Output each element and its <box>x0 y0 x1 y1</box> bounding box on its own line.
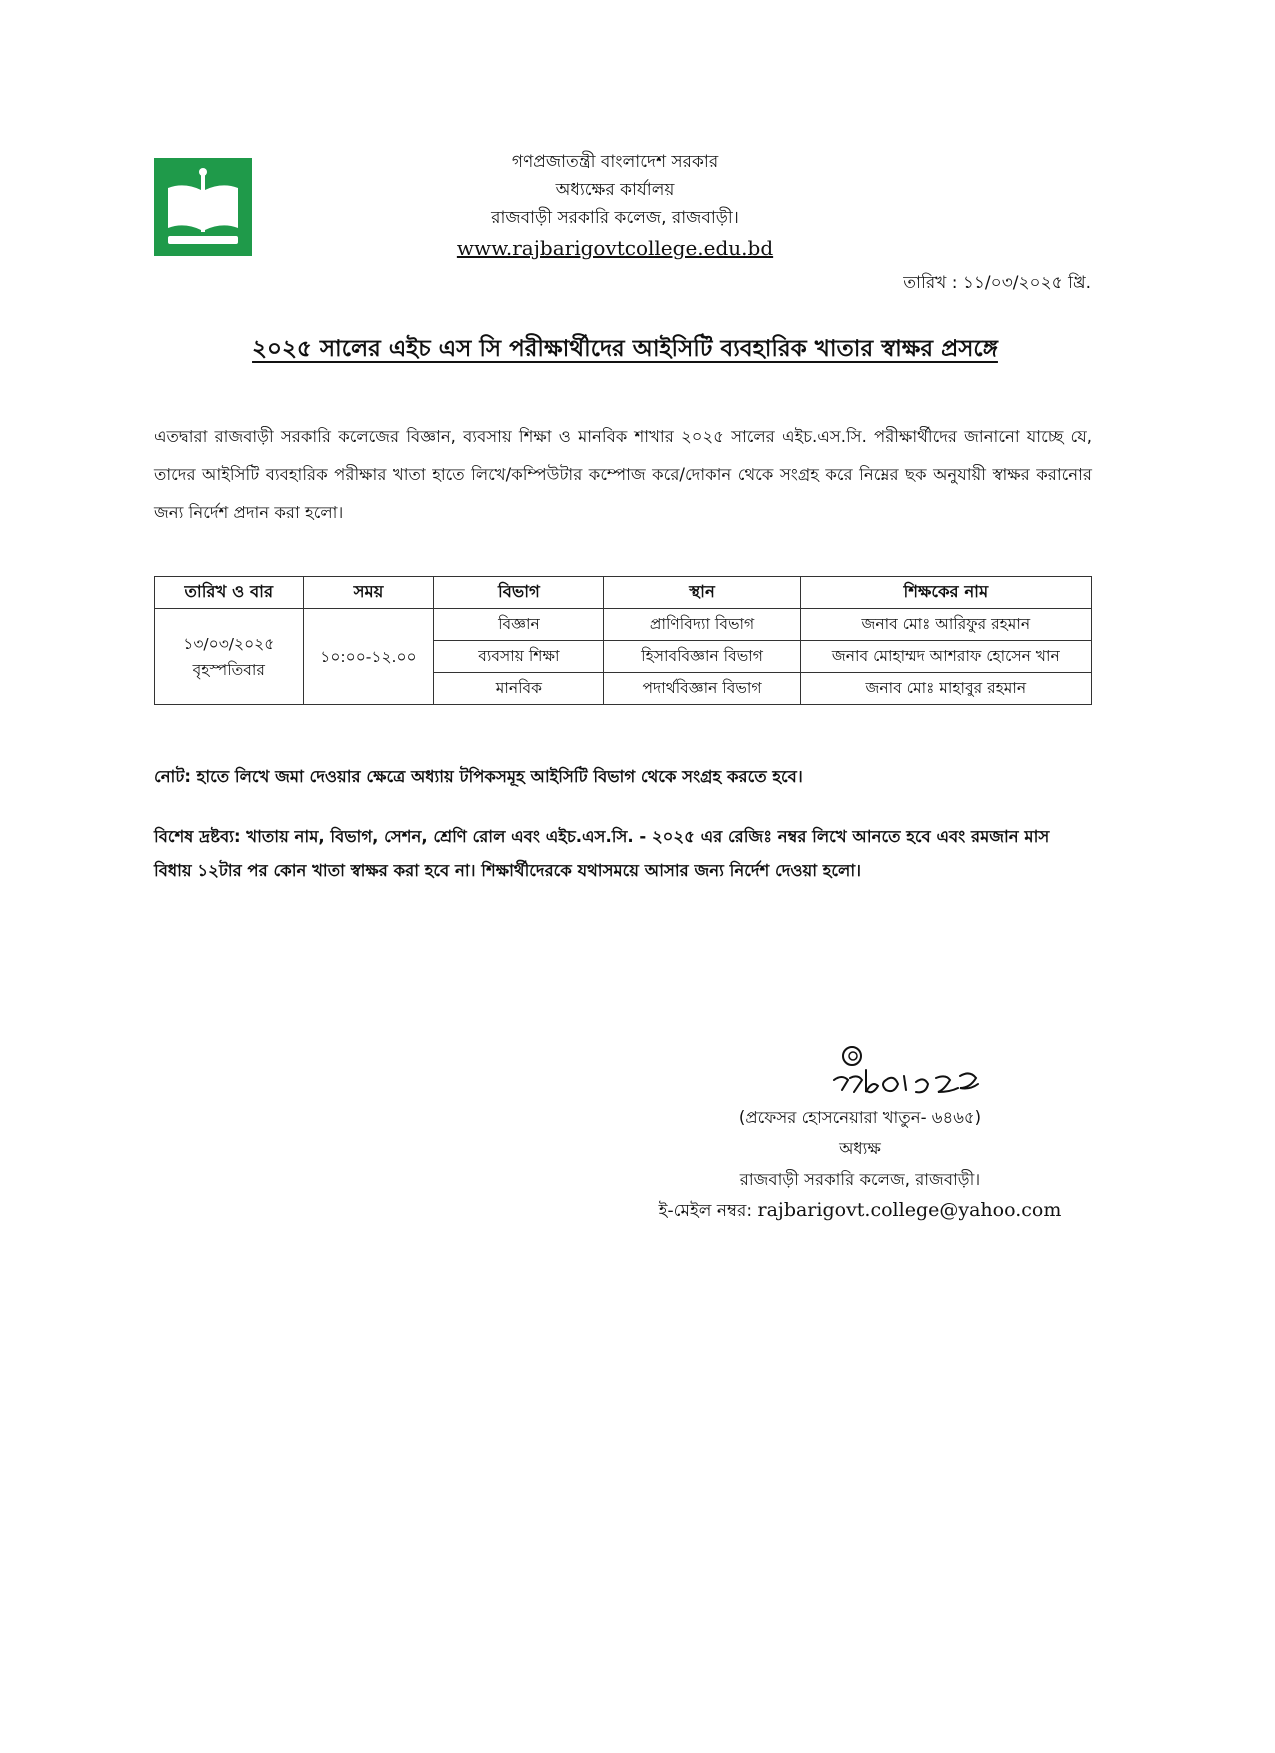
time-cell: ১০:০০-১২.০০ <box>303 609 434 705</box>
office-name: অধ্যক্ষের কার্যালয় <box>555 180 675 200</box>
issue-date: তারিখ : ১১/০৩/২০২৫ খ্রি. <box>903 273 1091 293</box>
email-line <box>640 1195 1080 1227</box>
table-header-row <box>155 577 1092 609</box>
header-department: বিভাগ <box>434 577 604 609</box>
college-logo <box>154 158 252 256</box>
note-text: নোট: হাতে লিখে জমা দেওয়ার ক্ষেত্রে অধ্যায় টপিকসমূহ আইসিটি বিভাগ থেকে সংগ্রহ করতে হবে। <box>154 767 803 786</box>
signatory-block <box>640 1102 1080 1227</box>
place-cell: হিসাববিজ্ঞান বিভাগ <box>604 641 800 673</box>
date-day-cell <box>155 609 304 705</box>
signatory-name: (প্রফেসর হোসনেয়ারা খাতুন- ৬৪৬৫) <box>738 1108 982 1127</box>
schedule-table <box>154 576 1092 705</box>
header-teacher: শিক্ষকের নাম <box>800 577 1091 609</box>
government-name: গণপ্রজাতন্ত্রী বাংলাদেশ সরকার <box>511 152 719 172</box>
teacher-cell: জনাব মোহাম্মদ আশরাফ হোসেন খান <box>800 641 1091 673</box>
letterhead <box>380 148 850 262</box>
notice-title: ২০২৫ সালের এইচ এস সি পরীক্ষার্থীদের আইসিটি ব্যবহারিক খাতার স্বাক্ষর প্রসঙ্গে <box>252 336 998 362</box>
place-cell: পদার্থবিজ্ঞান বিভাগ <box>604 673 800 705</box>
college-name: রাজবাড়ী সরকারি কলেজ, রাজবাড়ী। <box>491 208 739 228</box>
place-cell: প্রাণিবিদ্যা বিভাগ <box>604 609 800 641</box>
header-time: সময় <box>303 577 434 609</box>
table-row <box>155 609 1092 641</box>
special-note-text: বিশেষ দ্রষ্টব্য: খাতায় নাম, বিভাগ, সেশন, শ্রেণি রোল এবং এইচ.এস.সি. - ২০২৫ এর রেজিঃ নম্বর লিখে আনতে হবে এবং রমজান মাস বিধায় ১২টার পর কোন খাতা স্বাক্ষর করা হবে না। শিক্ষার্থীদেরকে যথাসময়ে আসার জন্য নির্দেশ দেওয়া হলো। <box>154 827 1050 880</box>
open-book-icon <box>154 158 252 256</box>
signatory-designation: অধ্যক্ষ <box>839 1139 881 1158</box>
email-address[interactable]: rajbarigovt.college@yahoo.com <box>757 1199 1062 1221</box>
teacher-cell: জনাব মোঃ মাহাবুর রহমান <box>800 673 1091 705</box>
department-cell: বিজ্ঞান <box>434 609 604 641</box>
header-date-day: তারিখ ও বার <box>155 577 304 609</box>
teacher-cell: জনাব মোঃ আরিফুর রহমান <box>800 609 1091 641</box>
header-place: স্থান <box>604 577 800 609</box>
schedule-day: বৃহস্পতিবার <box>192 660 265 679</box>
department-cell: ব্যবসায় শিক্ষা <box>434 641 604 673</box>
email-label: ই-মেইল নম্বর: <box>658 1201 753 1221</box>
signatory-institution: রাজবাড়ী সরকারি কলেজ, রাজবাড়ী। <box>739 1170 981 1189</box>
schedule-date: ১৩/০৩/২০২৫ <box>183 634 275 653</box>
notice-body: এতদ্বারা রাজবাড়ী সরকারি কলেজের বিজ্ঞান, ব্যবসায় শিক্ষা ও মানবিক শাখার ২০২৫ সালের এইচ.এস.সি. পরীক্ষার্থীদের জানানো যাচ্ছে যে, তাদের আইসিটি ব্যবহারিক পরীক্ষার খাতা হাতে লিখে/কম্পিউটার কম্পোজ করে/দোকান থেকে সংগ্রহ করে নিম্নের ছক অনুযায়ী স্বাক্ষর করানোর জন্য নির্দেশ প্রদান করা হলো। <box>154 427 1092 522</box>
department-cell: মানবিক <box>434 673 604 705</box>
website-link[interactable]: www.rajbarigovtcollege.edu.bd <box>456 236 774 260</box>
